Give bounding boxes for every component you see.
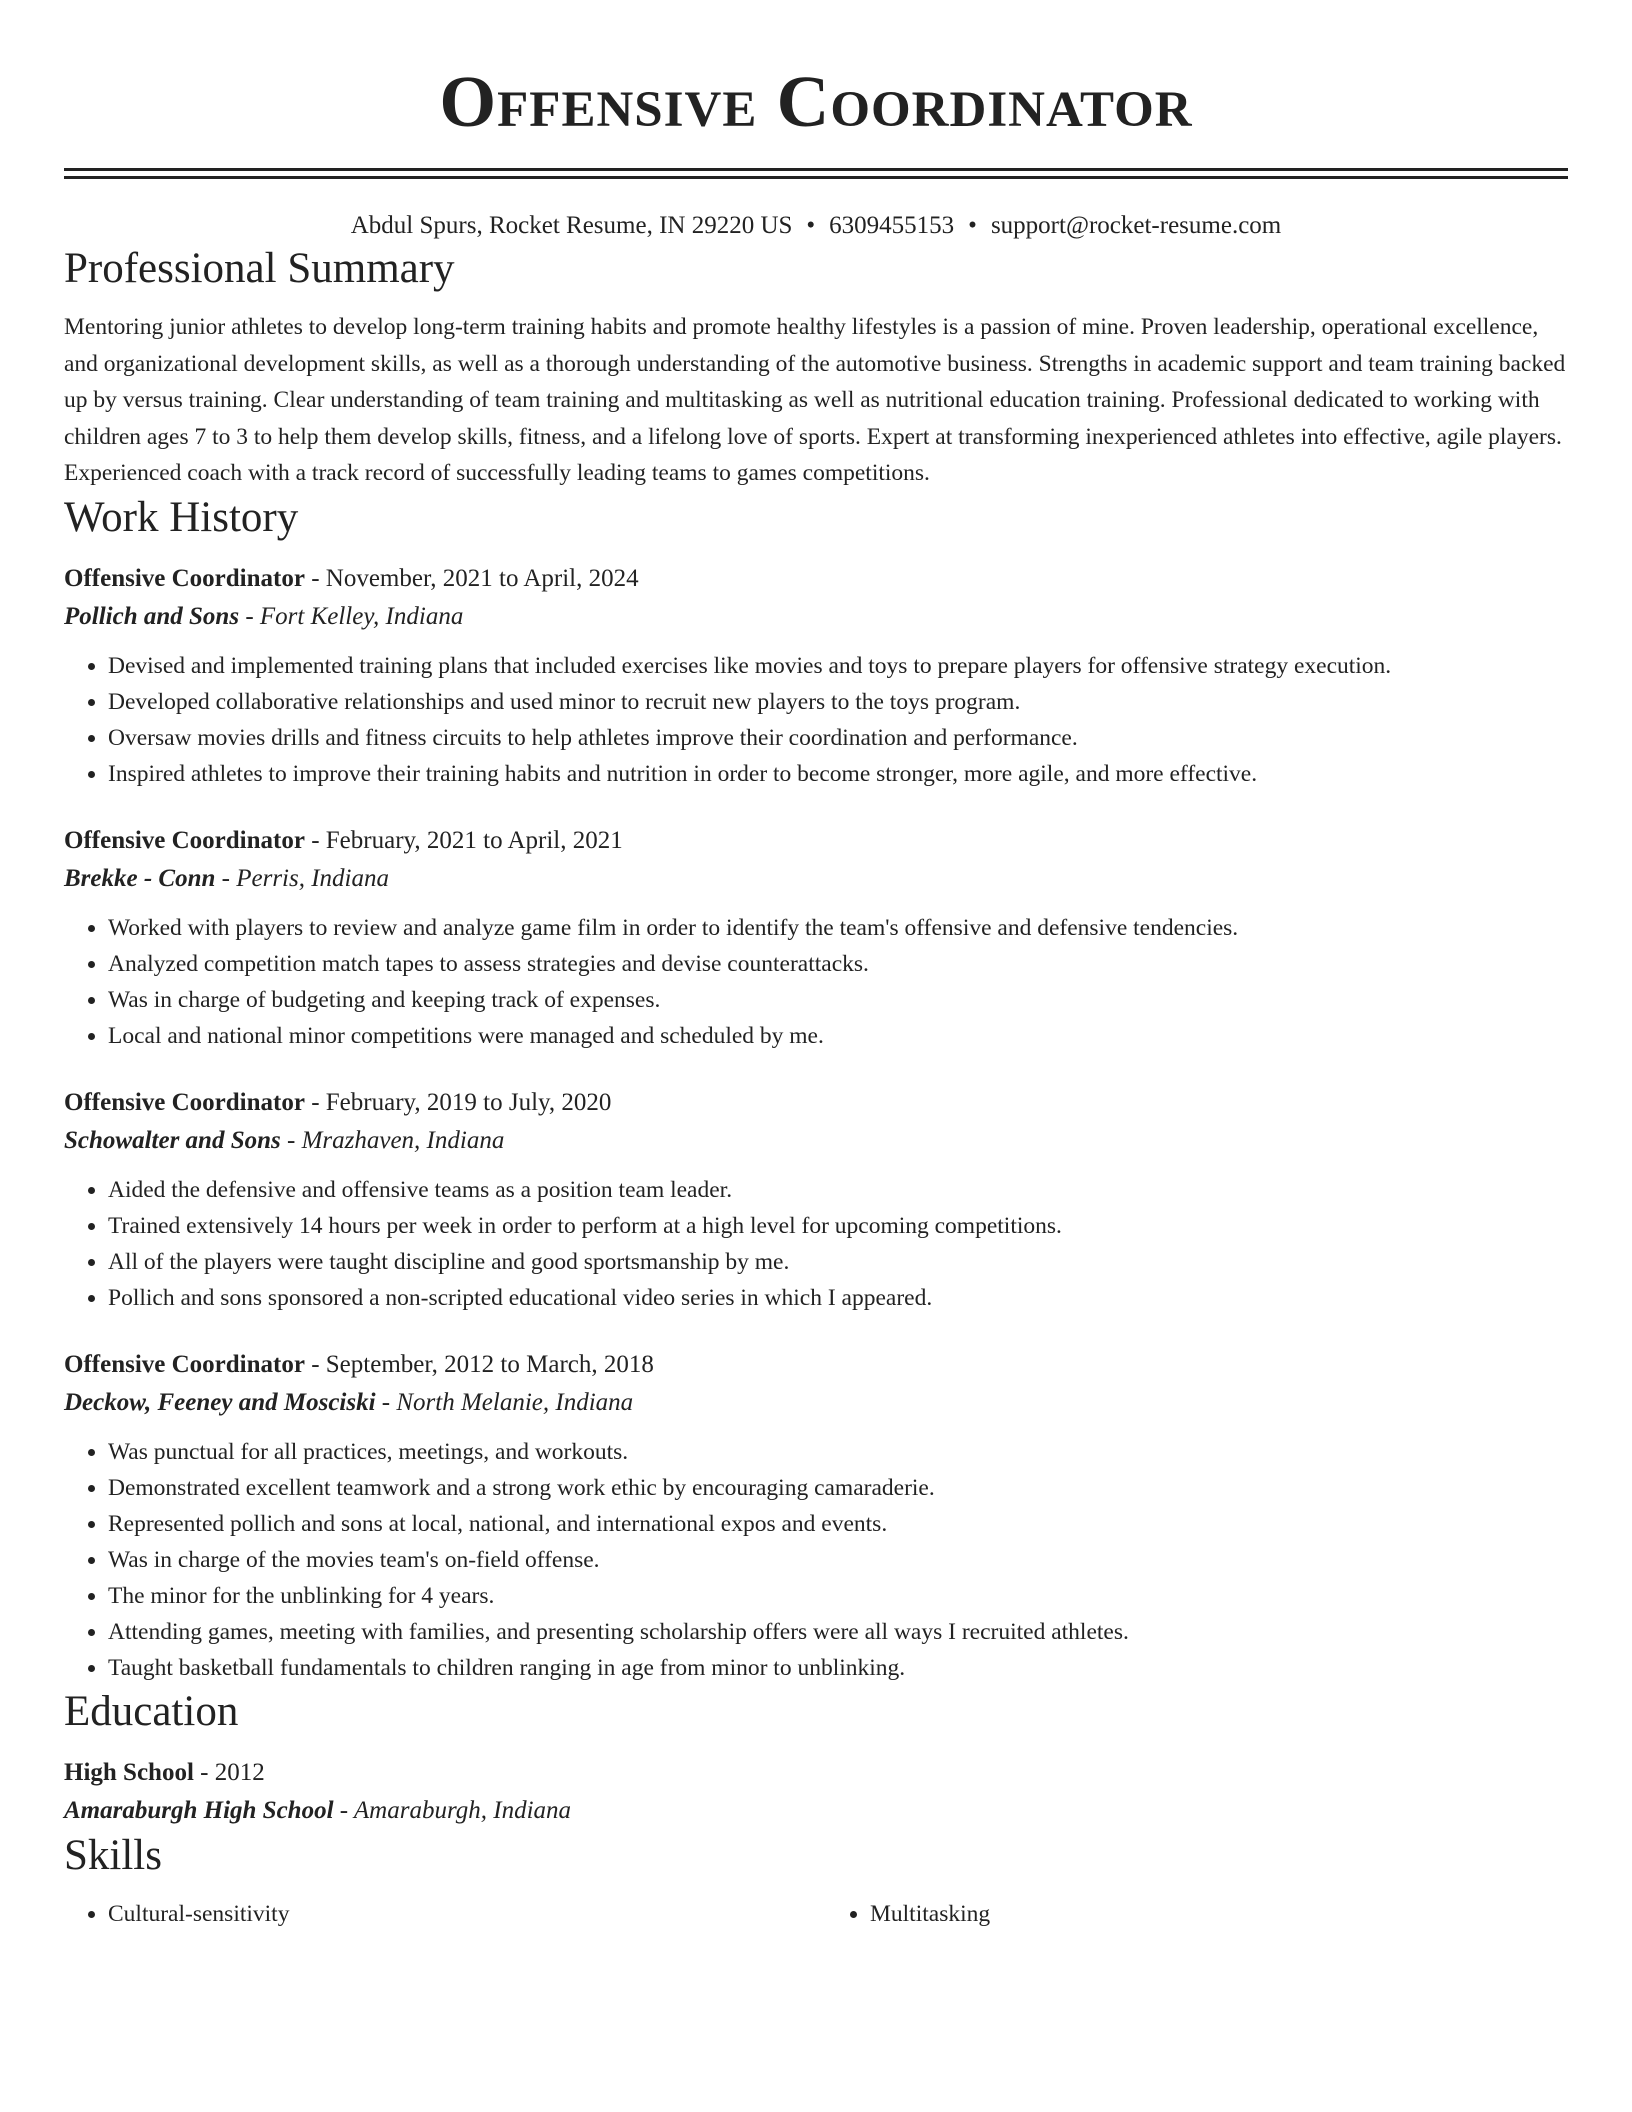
job-title-line — [64, 560, 1568, 598]
job-title-line — [64, 822, 1568, 860]
job-location: - Mrazhaven, Indiana — [280, 1126, 505, 1154]
job-bullet: • Inspired athletes to improve their training habits and nutrition in order to become stronger, more agile, and more effective. — [108, 756, 1568, 792]
job-company: Deckow, Feeney and Mosciski — [64, 1388, 376, 1416]
title-divider — [64, 168, 1568, 179]
job-role: Offensive Coordinator — [64, 564, 305, 592]
job-location: - Fort Kelley, Indiana — [239, 602, 464, 630]
education-degree-line — [64, 1754, 1568, 1792]
job-company: Brekke - Conn — [64, 864, 216, 892]
job-dates: - February, 2019 to July, 2020 — [304, 1088, 612, 1116]
job-company-line — [64, 1384, 1568, 1422]
job-bullet: • Was in charge of budgeting and keeping track of expenses. — [108, 982, 1568, 1018]
job-entry — [64, 822, 1568, 1054]
resume-title: Offensive Coordinator — [439, 61, 1193, 142]
job-company: Pollich and Sons — [64, 602, 240, 630]
job-bullet: • Represented pollich and sons at local, national, and international expos and events. — [108, 1506, 1568, 1542]
job-company-line — [64, 1122, 1568, 1160]
education-school-line — [64, 1792, 1568, 1830]
contact-separator: • — [968, 212, 977, 239]
job-company-line — [64, 598, 1568, 636]
job-entry — [64, 560, 1568, 792]
job-bullets — [64, 910, 1568, 1054]
job-bullet: • Trained extensively 14 hours per week in order to perform at a high level for upcoming competitions. — [108, 1208, 1568, 1244]
job-role: Offensive Coordinator — [64, 826, 305, 854]
job-bullet: • Local and national minor competitions were managed and scheduled by me. — [108, 1018, 1568, 1054]
job-role: Offensive Coordinator — [64, 1350, 305, 1378]
job-entry — [64, 1084, 1568, 1316]
job-bullet: • All of the players were taught discipline and good sportsmanship by me. — [108, 1244, 1568, 1280]
job-location: - North Melanie, Indiana — [375, 1388, 634, 1416]
skills-heading: Skills — [64, 1831, 162, 1879]
contact-address: Abdul Spurs, Rocket Resume, IN 29220 US — [350, 212, 793, 239]
job-bullets — [64, 1434, 1568, 1686]
job-bullet: • Pollich and sons sponsored a non-scripted educational video series in which I appeared. — [108, 1280, 1568, 1316]
skills-grid — [64, 1896, 1568, 1932]
education-year: - 2012 — [193, 1758, 265, 1786]
job-entry — [64, 1346, 1568, 1686]
job-bullet: • Demonstrated excellent teamwork and a strong work ethic by encouraging camaraderie. — [108, 1470, 1568, 1506]
summary-heading: Professional Summary — [64, 245, 455, 292]
job-bullet: • Devised and implemented training plans that included exercises like movies and toys to prepare players for offensive strategy execution. — [108, 648, 1568, 684]
work-history-heading: Work History — [64, 493, 299, 541]
job-dates: - November, 2021 to April, 2024 — [304, 564, 639, 592]
job-title-line — [64, 1084, 1568, 1122]
job-location: - Perris, Indiana — [215, 864, 390, 892]
skills-column-right — [826, 1896, 1568, 1932]
job-company: Schowalter and Sons — [64, 1126, 281, 1154]
job-bullet: • Attending games, meeting with families, and presenting scholarship offers were all ways I recruited athletes. — [108, 1614, 1568, 1650]
job-bullet: • Oversaw movies drills and fitness circuits to help athletes improve their coordination and performance. — [108, 720, 1568, 756]
education-location: - Amaraburgh, Indiana — [333, 1796, 572, 1824]
education-entry — [64, 1754, 1568, 1830]
contact-email: support@rocket-resume.com — [990, 212, 1282, 239]
job-bullet: • Was in charge of the movies team's on-field offense. — [108, 1542, 1568, 1578]
contact-line — [64, 209, 1568, 243]
summary-text: Mentoring junior athletes to develop long-term training habits and promote healthy lifestyles is a passion of mine. Proven leadership, operational excellence, and organizational development skills, as well as a thorough understanding of the automotive business. Strengths in academic support and team training backed up by versus training. Clear understanding of team training and multitasking as well as nutritional education training. Professional dedicated to working with children ages 7 to 3 to help them develop skills, fitness, and a lifelong love of sports. Expert at transforming inexperienced athletes into effective, agile players. Experienced coach with a track record of successfully leading teams to games competitions. — [64, 314, 1566, 486]
resume-page — [64, 0, 1568, 1932]
job-bullet: • Analyzed competition match tapes to assess strategies and devise counterattacks. — [108, 946, 1568, 982]
education-degree: High School — [64, 1758, 194, 1786]
contact-phone: 6309455153 — [829, 212, 955, 239]
job-bullet: • Taught basketball fundamentals to children ranging in age from minor to unblinking. — [108, 1650, 1568, 1686]
job-bullet: • Worked with players to review and analyze game film in order to identify the team's offensive and defensive tendencies. — [108, 910, 1568, 946]
job-bullet: • Developed collaborative relationships and used minor to recruit new players to the toys program. — [108, 684, 1568, 720]
skill-item: • Cultural-sensitivity — [108, 1896, 806, 1932]
job-bullet: • Aided the defensive and offensive teams as a position team leader. — [108, 1172, 1568, 1208]
job-dates: - September, 2012 to March, 2018 — [304, 1350, 654, 1378]
education-heading: Education — [64, 1687, 239, 1735]
job-company-line — [64, 860, 1568, 898]
job-bullet: • The minor for the unblinking for 4 years. — [108, 1578, 1568, 1614]
education-school: Amaraburgh High School — [64, 1796, 334, 1824]
skill-item: • Multitasking — [870, 1896, 1568, 1932]
skills-column-left — [64, 1896, 806, 1932]
job-bullets — [64, 648, 1568, 792]
job-dates: - February, 2021 to April, 2021 — [304, 826, 623, 854]
job-bullet: • Was punctual for all practices, meetings, and workouts. — [108, 1434, 1568, 1470]
job-bullets — [64, 1172, 1568, 1316]
contact-separator: • — [806, 212, 816, 239]
job-role: Offensive Coordinator — [64, 1088, 305, 1116]
job-title-line — [64, 1346, 1568, 1384]
